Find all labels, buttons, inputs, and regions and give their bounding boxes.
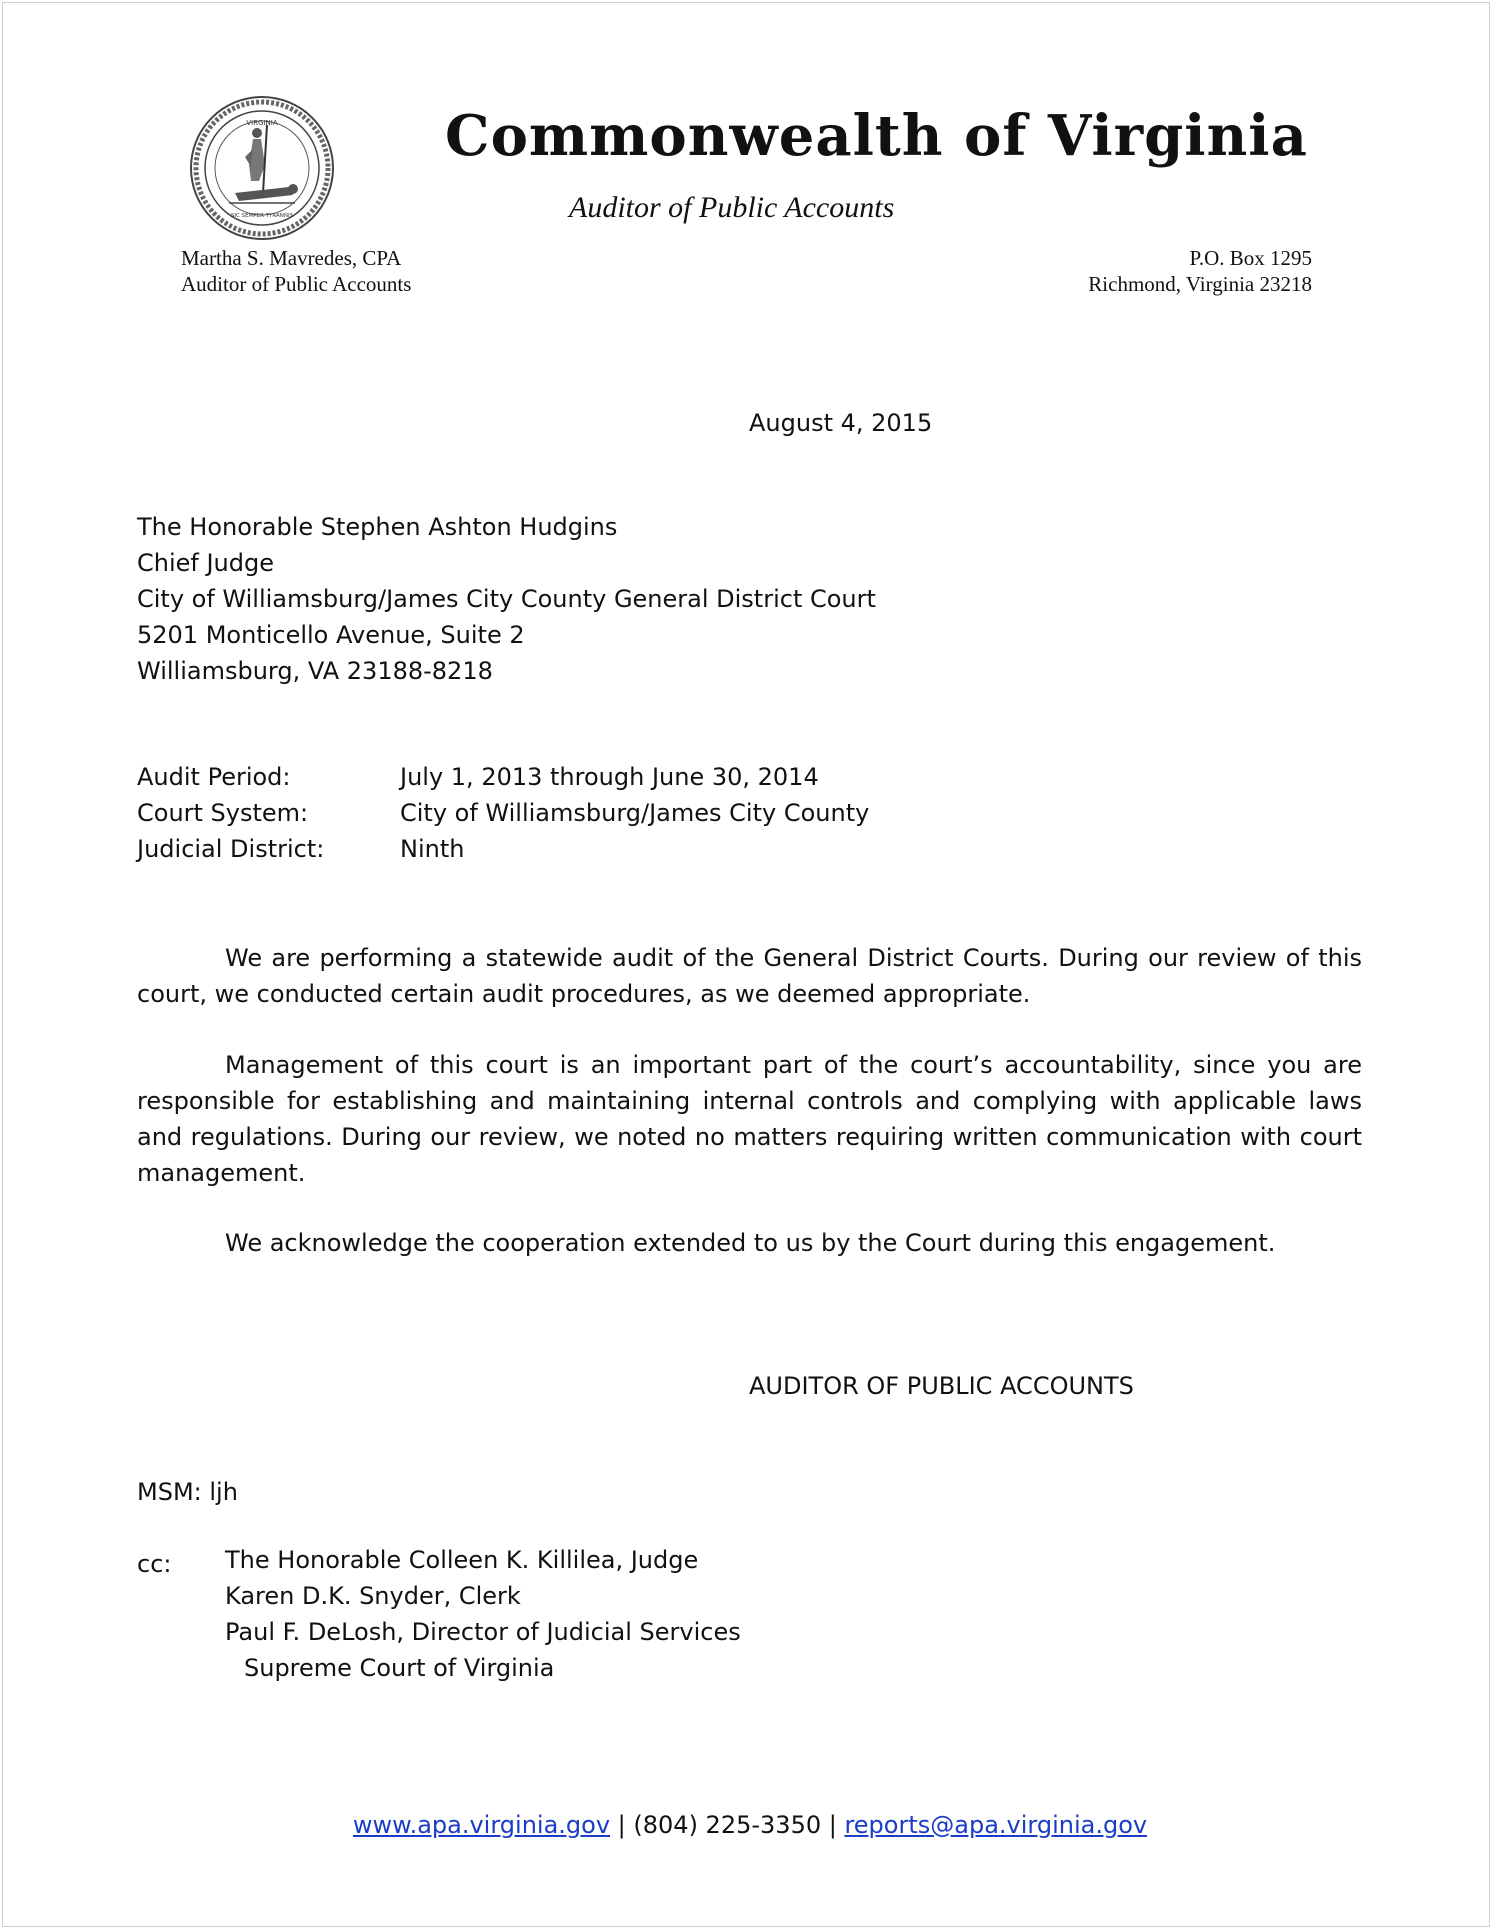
recipient-line: 5201 Monticello Avenue, Suite 2: [137, 621, 525, 649]
auditor-title: Auditor of Public Accounts: [181, 272, 412, 296]
seal-text-bottom: SIC SEMPER TYRANNIS: [230, 213, 294, 219]
court-system-value: City of Williamsburg/James City County: [400, 799, 870, 827]
recipient-line: Williamsburg, VA 23188-8218: [137, 657, 493, 685]
audit-period-value: July 1, 2013 through June 30, 2014: [400, 763, 819, 791]
recipient-line: Chief Judge: [137, 549, 275, 577]
footer-separator: |: [821, 1811, 845, 1839]
cc-recipient: Paul F. DeLosh, Director of Judicial Services: [225, 1618, 741, 1646]
body-paragraph-text: We are performing a statewide audit of the General District Courts. During our review of this court, we conducted certain audit procedures, as we deemed appropriate.: [137, 944, 1362, 1008]
city-state-zip: Richmond, Virginia 23218: [1088, 272, 1312, 296]
body-paragraph-text: Management of this court is an important part of the court’s accountability, since you are responsible for establishing and maintaining internal controls and complying with applicable laws and regulations. During our review, we noted no matters requiring written communication with court management.: [137, 1051, 1362, 1187]
initials: MSM: ljh: [137, 1478, 238, 1506]
footer-phone: (804) 225-3350: [633, 1811, 822, 1839]
letter-page: [2, 2, 1490, 1927]
body-paragraph-text: We acknowledge the cooperation extended to us by the Court during this engagement.: [225, 1229, 1276, 1257]
recipient-line: City of Williamsburg/James City County General District Court: [137, 585, 876, 613]
letter-date: August 4, 2015: [749, 409, 933, 437]
cc-recipient: Supreme Court of Virginia: [244, 1654, 555, 1682]
email-link[interactable]: reports@apa.virginia.gov: [844, 1811, 1148, 1839]
body-paragraph: [137, 1047, 1362, 1191]
cc-recipient: Karen D.K. Snyder, Clerk: [225, 1582, 521, 1610]
website-link[interactable]: www.apa.virginia.gov: [352, 1811, 611, 1839]
cc-recipient: The Honorable Colleen K. Killilea, Judge: [225, 1546, 699, 1574]
auditor-name: Martha S. Mavredes, CPA: [181, 246, 402, 270]
body-paragraph: [137, 1225, 1362, 1261]
court-system-label: Court System:: [137, 799, 309, 827]
signature-block: AUDITOR OF PUBLIC ACCOUNTS: [749, 1372, 1134, 1400]
recipient-line: The Honorable Stephen Ashton Hudgins: [137, 513, 618, 541]
letterhead-subtitle: Auditor of Public Accounts: [569, 191, 895, 224]
body-paragraph: [137, 940, 1362, 1012]
cc-label: cc:: [137, 1550, 172, 1578]
judicial-district-label: Judicial District:: [137, 835, 325, 863]
footer: [3, 1811, 1494, 1839]
letterhead-title: Commonwealth of Virginia: [445, 103, 1308, 169]
footer-separator: |: [610, 1811, 634, 1839]
virginia-seal-icon: [189, 95, 335, 241]
seal-text-top: VIRGINIA: [246, 119, 278, 127]
audit-period-label: Audit Period:: [137, 763, 291, 791]
po-box: P.O. Box 1295: [1189, 246, 1312, 270]
judicial-district-value: Ninth: [400, 835, 465, 863]
